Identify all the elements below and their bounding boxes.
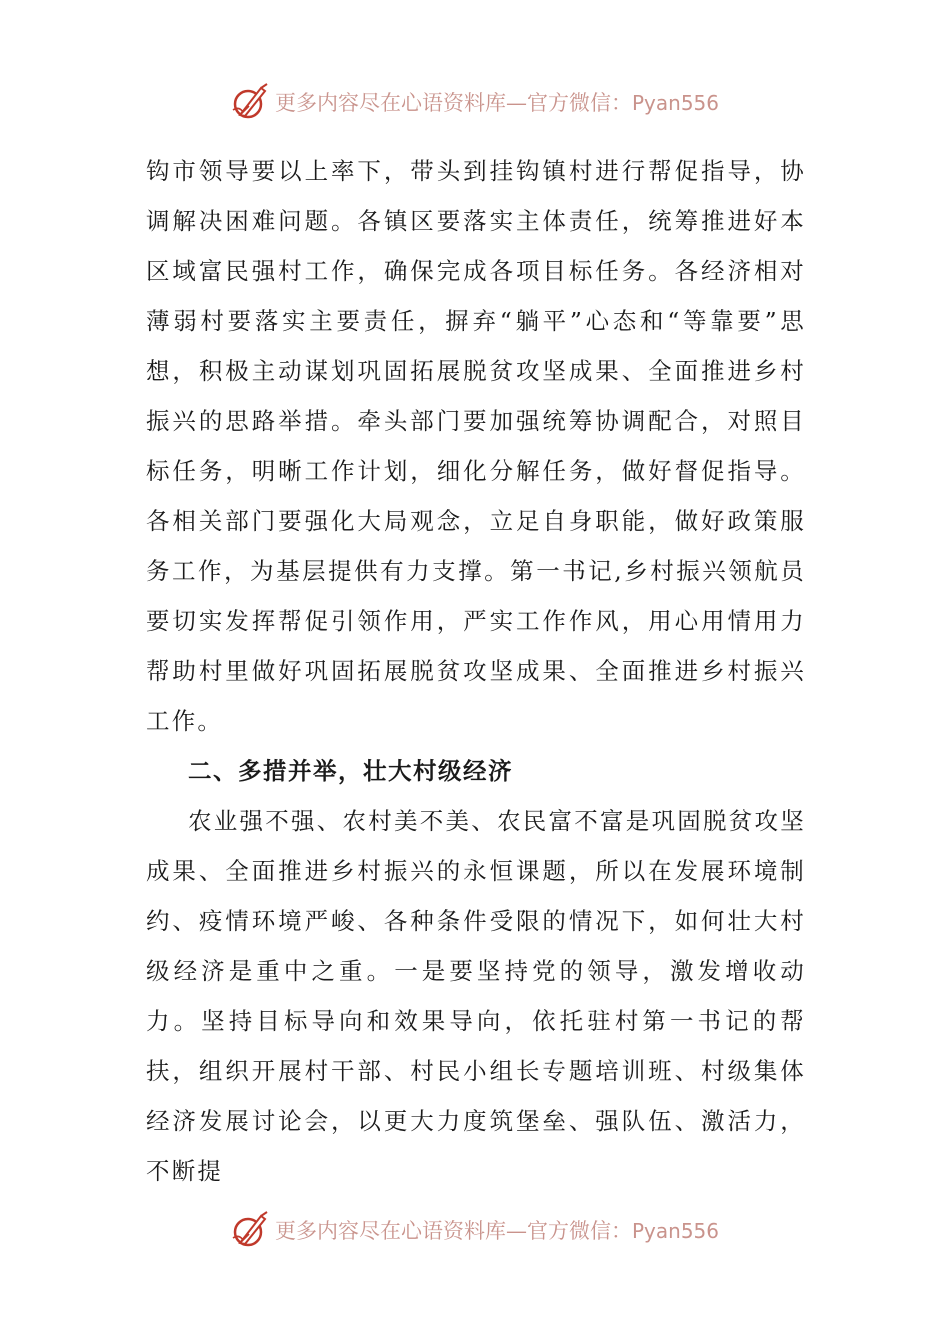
document-body <box>146 146 806 1196</box>
quill-pen-logo-icon <box>231 1210 271 1250</box>
section-heading-2: 二、多措并举，壮大村级经济 <box>188 757 513 785</box>
banner-text <box>275 87 719 117</box>
wechat-id: Pyan556 <box>631 91 719 115</box>
wechat-id: Pyan556 <box>631 1219 719 1243</box>
banner-slogan: 更多内容尽在心语资料库—官方微信： <box>274 91 632 115</box>
header-banner <box>0 80 950 124</box>
banner-slogan: 更多内容尽在心语资料库—官方微信： <box>274 1219 632 1243</box>
footer-banner <box>0 1208 950 1252</box>
quill-pen-logo-icon <box>231 82 271 122</box>
paragraph-1: 钩市领导要以上率下，带头到挂钩镇村进行帮促指导，协调解决困难问题。各镇区要落实主体责任，统筹推进好本区域富民强村工作，确保完成各项目标任务。各经济相对薄弱村要落实主要责任，摒弃“躺平”心态和“等靠要”思想，积极主动谋划巩固拓展脱贫攻坚成果、全面推进乡村振兴的思路举措。牵头部门要加强统筹协调配合，对照目标任务，明晰工作计划，细化分解任务，做好督促指导。各相关部门要强化大局观念，立足自身职能，做好政策服务工作，为基层提供有力支撑。第一书记,乡村振兴领航员要切实发挥帮促引领作用，严实工作作风，用心用情用力帮助村里做好巩固拓展脱贫攻坚成果、全面推进乡村振兴工作。 <box>146 157 806 735</box>
banner-text <box>275 1215 719 1245</box>
paragraph-2: 农业强不强、农村美不美、农民富不富是巩固脱贫攻坚成果、全面推进乡村振兴的永恒课题，所以在发展环境制约、疫情环境严峻、各种条件受限的情况下，如何壮大村级经济是重中之重。一是要坚持党的领导，激发增收动力。坚持目标导向和效果导向，依托驻村第一书记的帮扶，组织开展村干部、村民小组长专题培训班、村级集体经济发展讨论会，以更大力度筑堡垒、强队伍、激活力，不断提 <box>146 807 806 1185</box>
